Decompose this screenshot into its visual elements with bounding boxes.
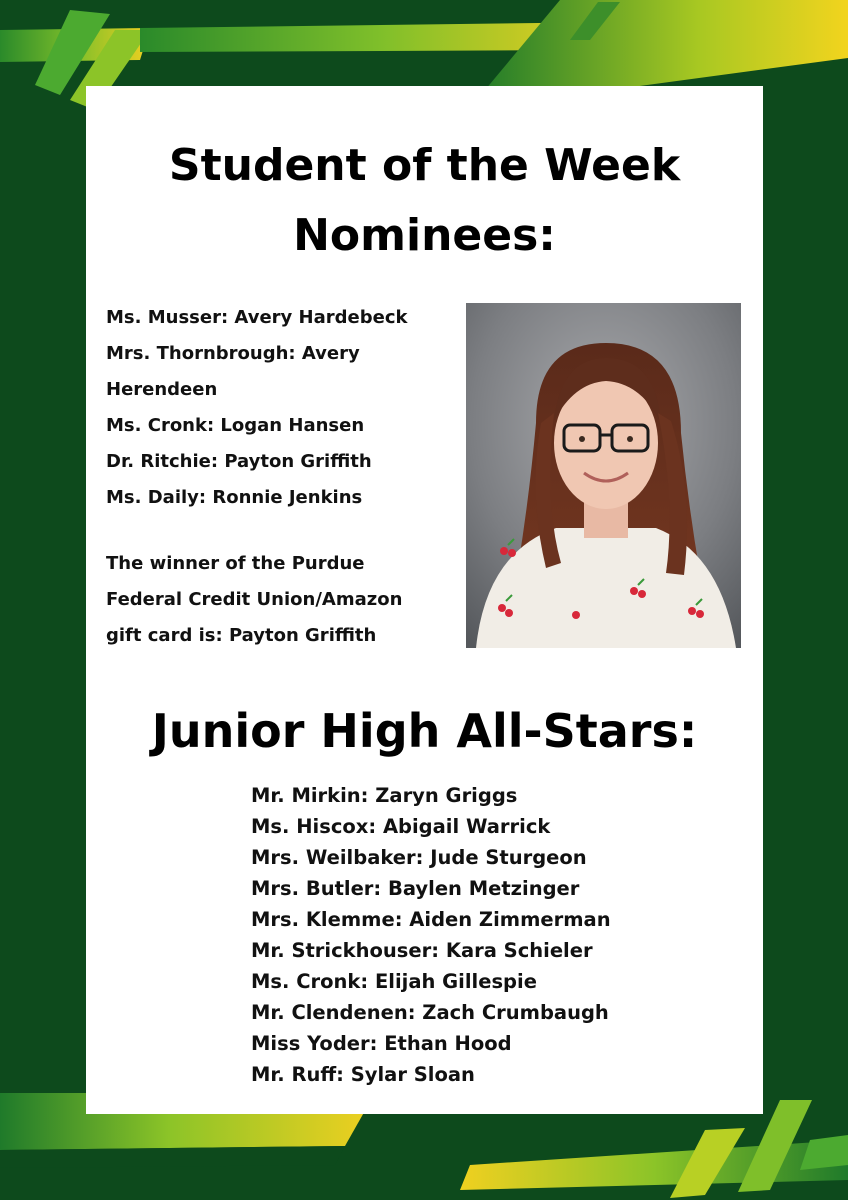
nominee-item: Ms. Daily: Ronnie Jenkins [106,487,363,508]
nominee-item: Ms. Cronk: Logan Hansen [106,415,365,436]
allstars-list [251,780,731,1090]
allstar-item: Ms. Hiscox: Abigail Warrick [251,815,551,838]
nominee-item: Dr. Ritchie: Payton Griffith [106,451,372,472]
winner-line: Federal Credit Union/Amazon [106,589,403,610]
nominee-item: Herendeen [106,379,218,400]
allstar-item: Mr. Strickhouser: Kara Schieler [251,939,593,962]
winner-text [106,546,446,654]
ribbon-bottom-right-fold3 [800,1135,848,1170]
student-photo [466,303,741,648]
nominees-list [106,300,446,516]
allstar-item: Mrs. Weilbaker: Jude Sturgeon [251,846,587,869]
page-title-line1: Student of the Week [168,140,681,191]
allstar-item: Mr. Ruff: Sylar Sloan [251,1063,475,1086]
allstar-item: Mrs. Butler: Baylen Metzinger [251,877,580,900]
page-title-line2: Nominees: [293,210,556,261]
winner-line: The winner of the Purdue [106,553,365,574]
allstars-title: Junior High All-Stars: [151,704,698,758]
nominee-item: Mrs. Thornbrough: Avery [106,343,360,364]
allstar-item: Mr. Mirkin: Zaryn Griggs [251,784,518,807]
allstar-item: Mrs. Klemme: Aiden Zimmerman [251,908,611,931]
winner-line: gift card is: Payton Griffith [106,625,377,646]
allstar-item: Miss Yoder: Ethan Hood [251,1032,512,1055]
allstar-item: Mr. Clendenen: Zach Crumbaugh [251,1001,609,1024]
allstar-item: Ms. Cronk: Elijah Gillespie [251,970,537,993]
nominee-item: Ms. Musser: Avery Hardebeck [106,307,408,328]
